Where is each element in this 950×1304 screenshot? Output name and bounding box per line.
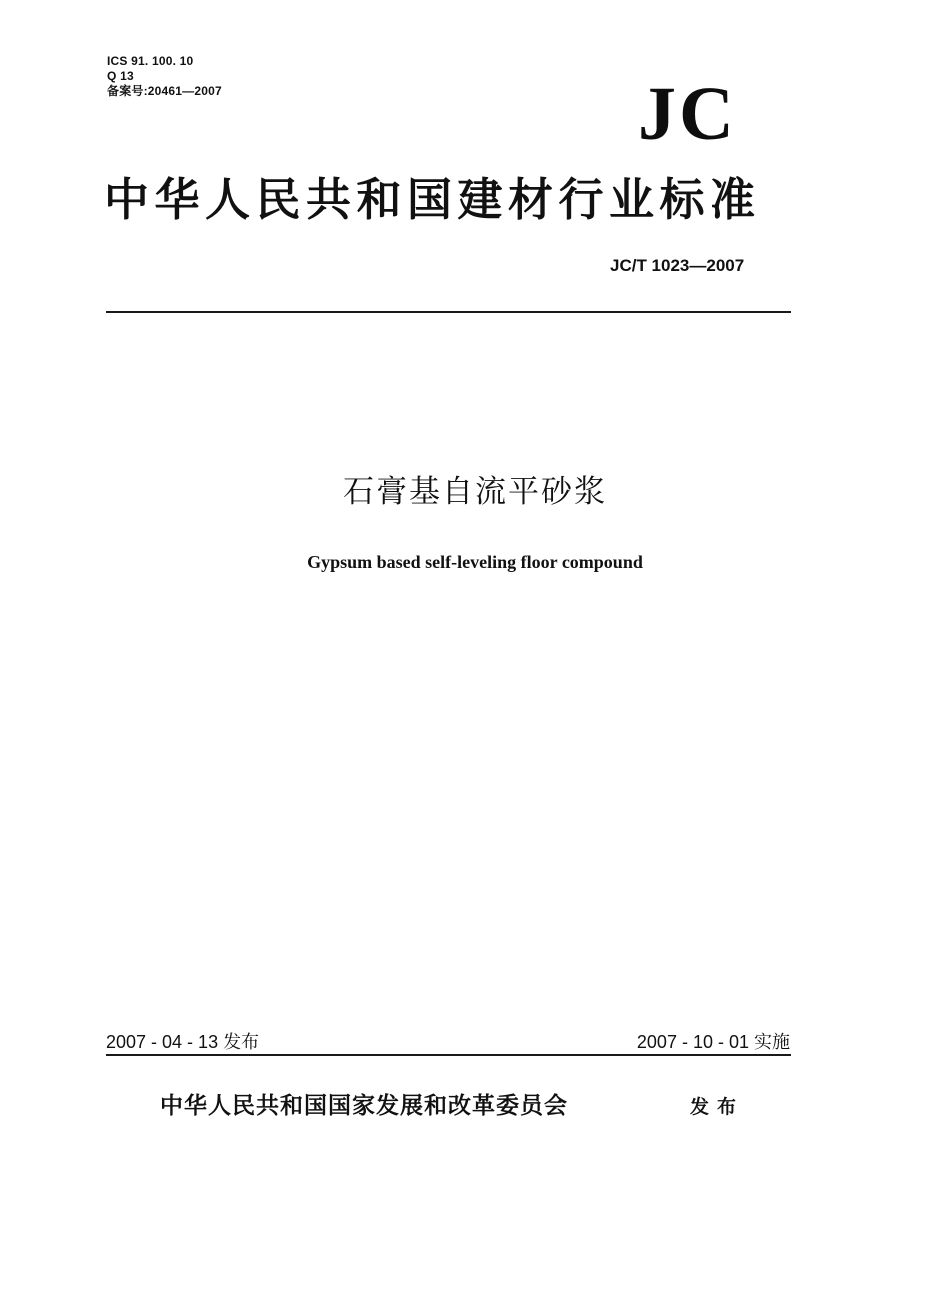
footer-divider: [106, 1054, 791, 1056]
document-title-en: Gypsum based self-leveling floor compound: [307, 552, 643, 572]
issuing-authority: 中华人民共和国国家发展和改革委员会: [160, 1092, 568, 1119]
jc-logo: JC: [638, 72, 737, 156]
standard-code: JC/T 1023—2007: [610, 256, 745, 275]
filing-number: 备案号:20461—2007: [107, 84, 222, 98]
header-divider: [106, 311, 791, 313]
category-code: Q 13: [107, 69, 134, 83]
issuing-action: 发布: [690, 1096, 745, 1118]
ics-code: ICS 91. 100. 10: [107, 54, 194, 68]
effective-date: 2007 - 10 - 01 实施: [636, 1032, 790, 1052]
document-title-zh: 石膏基自流平砂浆: [343, 474, 607, 510]
standard-type-title: 中华人民共和国建材行业标准: [104, 173, 761, 226]
issue-date: 2007 - 04 - 13 发布: [106, 1032, 260, 1052]
meta-block: [107, 54, 222, 99]
